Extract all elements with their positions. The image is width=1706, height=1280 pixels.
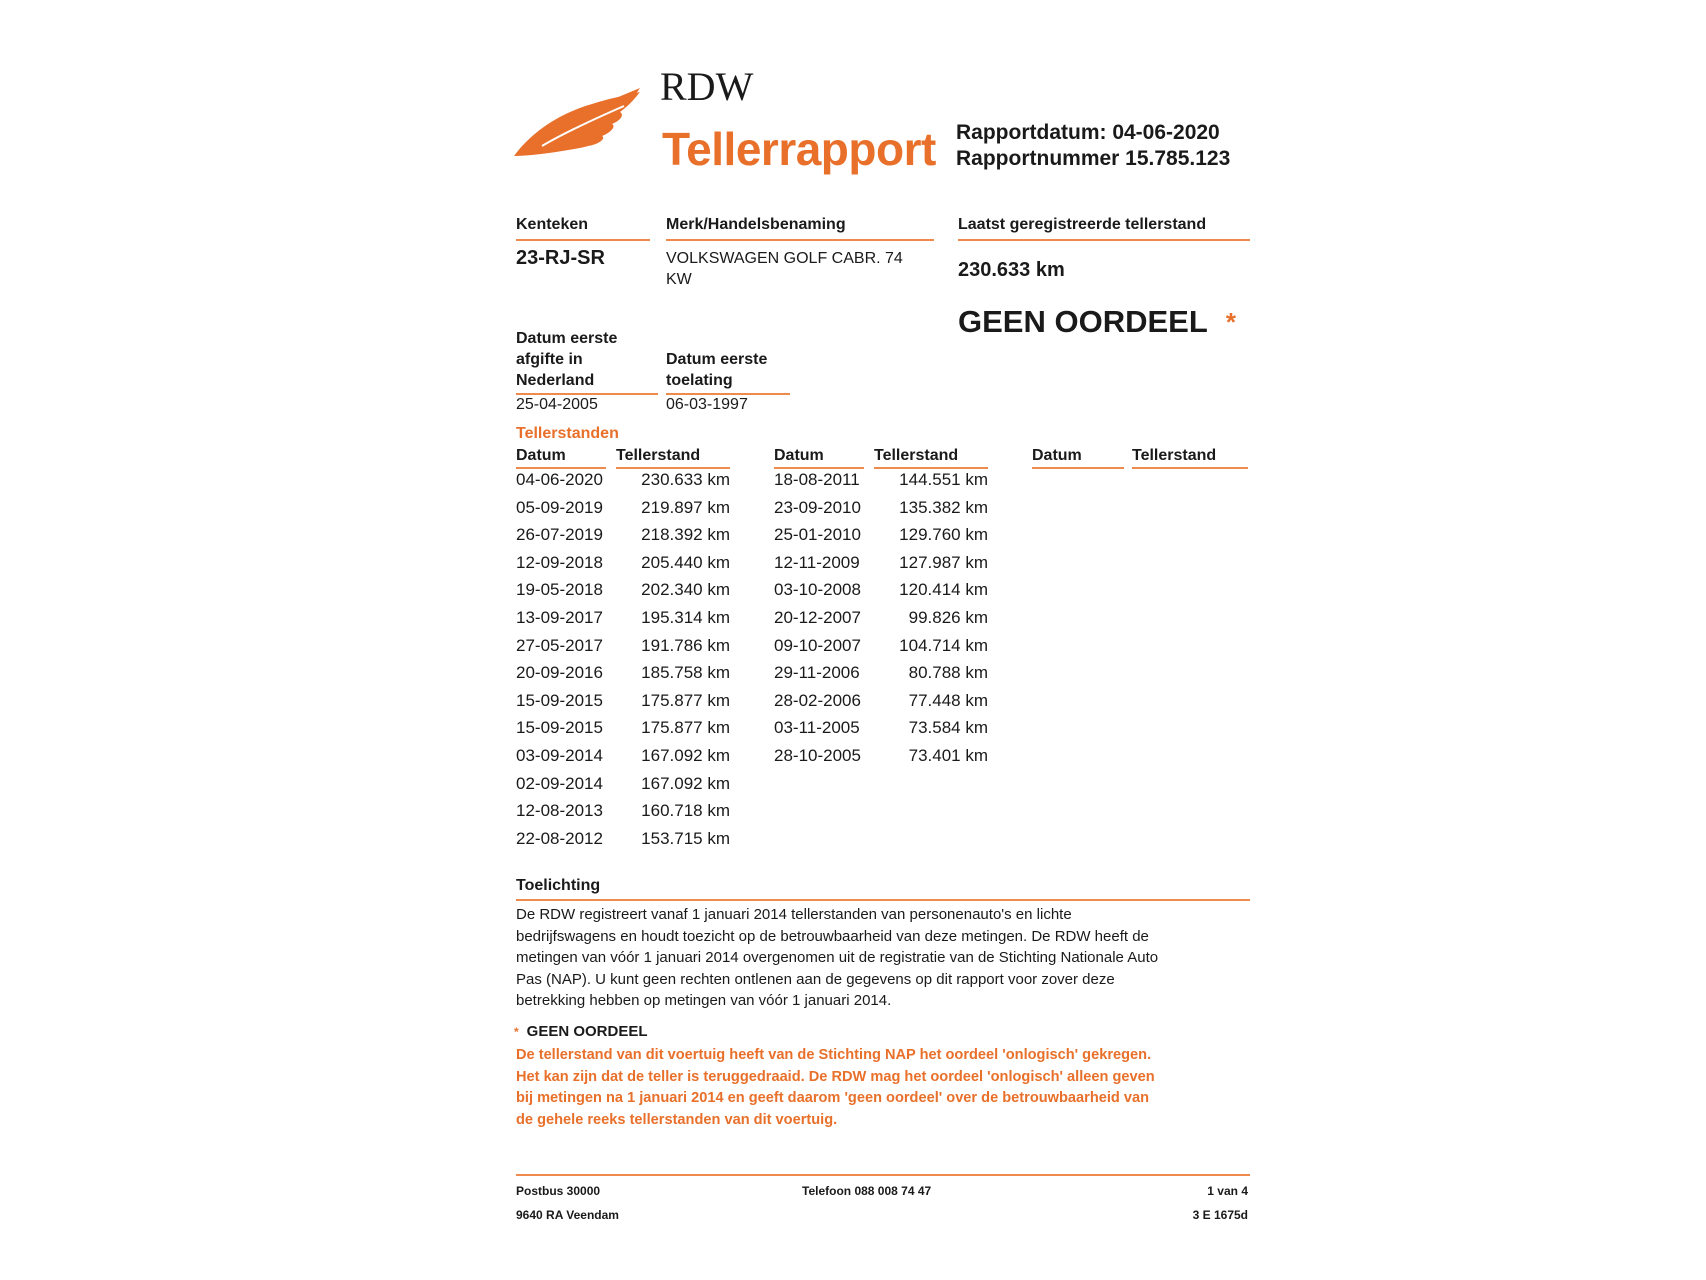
reading-date: 20-09-2016	[516, 663, 603, 683]
reading-km: 104.714 km	[899, 635, 988, 655]
reading-km: 195.314 km	[641, 608, 730, 627]
first-issue-label	[516, 328, 658, 395]
last-reading-label: Laatst geregistreerde tellerstand	[958, 214, 1250, 241]
reading-km: 77.448 km	[908, 690, 988, 710]
reading-date: 15-09-2015	[516, 690, 603, 710]
brand-value-line-2: KW	[666, 271, 692, 288]
explanation-line: betrekking hebben op metingen van vóór 1 januari 2014.	[516, 992, 892, 1009]
reading-date: 29-11-2006	[774, 663, 860, 683]
verdict-text: GEEN OORDEEL	[958, 304, 1208, 339]
first-admission-label-line-1: Datum eerste	[666, 351, 768, 368]
footer-address-2: 9640 RA Veendam	[516, 1208, 619, 1222]
note-line: De tellerstand van dit voertuig heeft van de Stichting NAP het oordeel 'onlogisch' gekregen.	[516, 1047, 1152, 1063]
reading-date: 12-11-2009	[774, 552, 860, 572]
explanation-line: Pas (NAP). U kunt geen rechten ontlenen aan de gegevens op dit rapport voor zover deze	[516, 970, 1115, 988]
first-issue-value: 25-04-2005	[516, 396, 598, 413]
reading-date: 12-09-2018	[516, 552, 603, 572]
reading-km: 219.897 km	[641, 497, 730, 517]
last-reading-value: 230.633 km	[958, 259, 1065, 281]
first-issue-label-line-2: afgifte in	[516, 351, 583, 368]
footer-phone: Telefoon 088 008 74 47	[802, 1184, 932, 1198]
col3-date-header: Datum	[1032, 445, 1124, 469]
reading-km: 120.414 km	[899, 580, 988, 600]
col1-reading-header: Tellerstand	[616, 445, 730, 469]
reading-date: 28-02-2006	[774, 690, 861, 710]
reading-date: 26-07-2019	[516, 525, 603, 545]
reading-date: 20-12-2007	[774, 608, 861, 627]
verdict-star: *	[1225, 307, 1236, 337]
footer-address-1: Postbus 30000	[516, 1184, 601, 1198]
note-star: *	[514, 1025, 519, 1039]
verdict	[958, 304, 1236, 340]
footer-code: 3 E 1675d	[1192, 1208, 1248, 1222]
reading-km: 80.788 km	[908, 663, 988, 683]
reading-km: 175.877 km	[641, 718, 730, 738]
reading-km: 73.401 km	[908, 746, 988, 765]
reading-km: 218.392 km	[641, 525, 730, 545]
reading-date: 03-11-2005	[774, 718, 860, 738]
plate-label: Kenteken	[516, 214, 650, 241]
reading-km: 129.760 km	[899, 525, 988, 545]
reading-date: 05-09-2019	[516, 497, 603, 517]
reading-km: 153.715 km	[641, 828, 730, 848]
note-line: Het kan zijn dat de teller is teruggedraaid. De RDW mag het oordeel 'onlogisch' alleen geven	[516, 1068, 1155, 1085]
explanation-title: Toelichting	[516, 875, 1250, 901]
reading-km: 230.633 km	[641, 470, 730, 489]
footer-rule	[516, 1174, 1250, 1176]
report-date: Rapportdatum: 04-06-2020	[956, 121, 1220, 144]
reading-date: 27-05-2017	[516, 635, 603, 655]
reading-date: 23-09-2010	[774, 497, 861, 517]
reading-km: 191.786 km	[641, 635, 730, 655]
rdw-logo	[512, 84, 644, 162]
brand-value-line-1: VOLKSWAGEN GOLF CABR. 74	[666, 250, 903, 267]
reading-date: 13-09-2017	[516, 608, 603, 627]
reading-km: 135.382 km	[899, 497, 988, 517]
first-issue-label-line-3: Nederland	[516, 372, 595, 389]
report-number: Rapportnummer 15.785.123	[956, 147, 1231, 170]
reading-km: 205.440 km	[641, 552, 730, 572]
page-title: Tellerrapport	[662, 123, 936, 175]
note-heading	[514, 1022, 648, 1042]
reading-date: 09-10-2007	[774, 635, 861, 655]
note-title: GEEN OORDEEL	[526, 1023, 648, 1040]
reading-km: 185.758 km	[641, 663, 730, 683]
col3-reading-header: Tellerstand	[1132, 445, 1248, 469]
note-line: bij metingen na 1 januari 2014 en geeft daarom 'geen oordeel' over de betrouwbaarheid van	[516, 1090, 1150, 1106]
reading-km: 175.877 km	[641, 690, 730, 710]
reading-date: 28-10-2005	[774, 746, 861, 765]
reading-date: 19-05-2018	[516, 580, 603, 600]
brand-label: Merk/Handelsbenaming	[666, 214, 934, 241]
reading-date: 25-01-2010	[774, 525, 861, 545]
reading-km: 160.718 km	[641, 801, 730, 821]
reading-date: 02-09-2014	[516, 773, 603, 793]
reading-date: 12-08-2013	[516, 801, 603, 821]
reading-km: 99.826 km	[908, 608, 988, 627]
org-name: RDW	[660, 64, 754, 109]
reading-km: 167.092 km	[641, 746, 730, 765]
col2-reading-header: Tellerstand	[874, 445, 988, 469]
reading-date: 04-06-2020	[516, 470, 603, 489]
brand-value	[666, 248, 903, 290]
reading-date: 22-08-2012	[516, 828, 603, 848]
note-text	[516, 1045, 1155, 1131]
first-admission-label-line-2: toelating	[666, 372, 733, 389]
note-line: de gehele reeks tellerstanden van dit voertuig.	[516, 1111, 838, 1128]
first-admission-value: 06-03-1997	[666, 396, 748, 413]
reading-date: 03-09-2014	[516, 746, 603, 765]
reading-date: 18-08-2011	[774, 470, 860, 489]
reading-km: 127.987 km	[899, 552, 988, 572]
reading-km: 73.584 km	[908, 718, 988, 738]
explanation-line: metingen van vóór 1 januari 2014 overgenomen uit de registratie van de Stichting Nationale Auto	[516, 949, 1159, 966]
explanation-line: bedrijfswagens en houdt toezicht op de betrouwbaarheid van deze metingen. De RDW heeft de	[516, 927, 1149, 945]
explanation-line: De RDW registreert vanaf 1 januari 2014 tellerstanden van personenauto's en lichte	[516, 906, 1072, 923]
first-issue-label-line-1: Datum eerste	[516, 330, 618, 347]
reading-date: 15-09-2015	[516, 718, 603, 738]
col1-date-header: Datum	[516, 445, 606, 469]
reading-km: 144.551 km	[899, 470, 988, 489]
footer-page: 1 van 4	[1207, 1184, 1248, 1198]
reading-km: 167.092 km	[641, 773, 730, 793]
reading-date: 03-10-2008	[774, 580, 861, 600]
readings-title: Tellerstanden	[516, 425, 619, 442]
first-admission-label	[666, 349, 790, 395]
plate-value: 23-RJ-SR	[516, 247, 605, 269]
explanation-text	[516, 904, 1158, 1012]
reading-km: 202.340 km	[641, 580, 730, 600]
feather-logo-icon	[512, 84, 644, 162]
col2-date-header: Datum	[774, 445, 864, 469]
